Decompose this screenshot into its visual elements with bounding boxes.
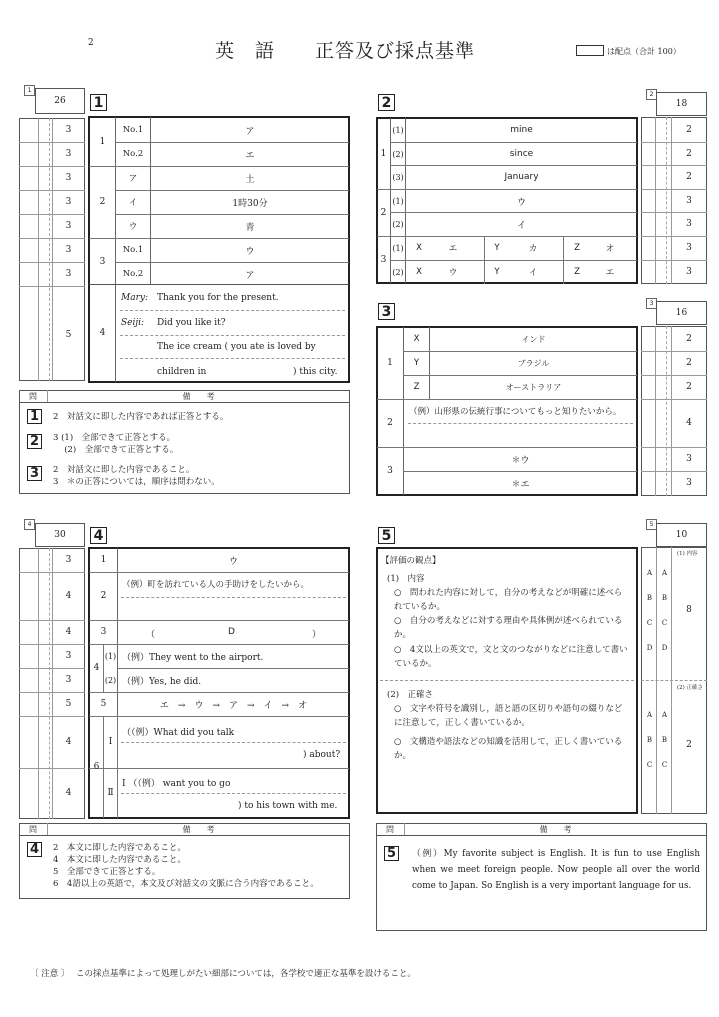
s1-q4-line4a: children in <box>157 367 207 377</box>
s1-q-label: 3 <box>99 257 106 267</box>
section-3-total: 16 <box>675 308 688 318</box>
section-5-total-box <box>656 523 707 547</box>
section-2-total-box <box>656 92 707 116</box>
s5-criterion-item: ○ 4文以上の英文で，文と文のつながりなどに注意して書いているか。 <box>394 645 628 669</box>
s4-q2-points: 4 <box>65 591 72 601</box>
legend-text: は配点（合計 100） <box>607 47 681 56</box>
s4-q4-points1: 3 <box>65 651 72 661</box>
s5-grade: B <box>646 594 653 602</box>
s2-subq: (1) <box>392 125 404 135</box>
section-2-small-label: 2 <box>646 89 657 100</box>
s5-grade: A <box>661 711 668 719</box>
s3-value: インド <box>521 334 546 344</box>
rule-line <box>408 423 633 424</box>
s3-q3-points-b: 3 <box>686 478 692 488</box>
section-1-badge: 1 <box>90 94 107 111</box>
section-2-badge: 2 <box>378 94 395 111</box>
rule-line <box>89 716 349 717</box>
s5-criterion-item: ○ 文字や符号を識別し，語と語の区切りや語句の綴りなどに注意して，正しく書いているか。 <box>394 704 623 728</box>
s4-q3-close: ） <box>312 630 322 640</box>
rule-line <box>121 742 346 743</box>
notes-2-head-b: 備 考 <box>182 824 215 834</box>
s2-q3-z: Z <box>574 267 580 277</box>
s4-q6-pointsII: 4 <box>65 788 72 798</box>
notes-1-line-2a: 3 (1) 全部できて正答とする。 <box>53 433 176 443</box>
s3-points: 2 <box>686 334 692 344</box>
s2-points: 2 <box>686 149 692 159</box>
s5-criteria-1: (1) 内容 <box>387 574 425 584</box>
s4-q6-I-line1: （（例）What did you talk <box>122 728 235 738</box>
s4-q6-II-line2: ) to his town with me. <box>238 801 338 811</box>
section-4-small-label: 4 <box>24 519 35 530</box>
notes-1-line-3a: 2 対話文に即した内容であること。 <box>53 465 195 475</box>
s3-value: オーストラリア <box>505 382 562 392</box>
s5-grade: C <box>661 619 668 627</box>
section-5-total: 10 <box>675 530 688 540</box>
s2-q3-xa: ウ <box>448 268 458 278</box>
section-1-total: 26 <box>54 96 66 106</box>
s3-q2-label: 2 <box>387 418 393 428</box>
notes-2-line: 4 本文に即した内容であること。 <box>53 855 186 865</box>
s1-points: 3 <box>65 149 72 159</box>
notes-2-line: 6 4語以上の英語で，本文及び対話文の文脈に合う内容であること。 <box>53 879 319 889</box>
s1-q4-points: 5 <box>65 330 72 340</box>
section-3-total-box <box>656 301 707 325</box>
s2-q3-x: X <box>416 243 422 253</box>
s2-subq: (1) <box>392 196 404 206</box>
s4-q1-answer: ウ <box>228 556 238 567</box>
section-5-small-label: 5 <box>646 519 657 530</box>
s1-points: 3 <box>65 173 72 183</box>
s5-pts-1: 8 <box>686 605 692 615</box>
s2-q3-xa: エ <box>448 244 458 254</box>
s2-q3-points: 3 <box>686 243 692 253</box>
rule-line <box>130 768 349 769</box>
s5-grade: D <box>661 644 668 652</box>
legend-box <box>576 45 604 56</box>
s4-q3-open: （ <box>146 630 156 640</box>
s4-q1-points: 3 <box>65 555 72 565</box>
rule-line <box>89 572 349 573</box>
footer-label: 〔 注意 〕 <box>30 969 70 979</box>
s3-q1-label: 1 <box>387 358 393 368</box>
s2-q3-ya: イ <box>528 268 538 278</box>
section-2-total: 18 <box>675 99 688 109</box>
s2-points: 3 <box>686 219 692 229</box>
s2-q-label: 2 <box>380 207 387 218</box>
s1-points: 3 <box>65 221 72 231</box>
s4-q6-label: 6 <box>93 762 100 772</box>
rule-line <box>563 236 564 260</box>
s1-q4-line3: The ice cream ( you ate is loved by <box>157 342 316 352</box>
rule-line <box>390 260 637 261</box>
s1-q4-speaker2: Seiji: <box>121 318 145 328</box>
notes-3-text: （例）My favorite subject is English. It is fun to use English when we meet foreign people. Now people all over the world come to Japan. So English is a very important language for us. <box>412 849 700 891</box>
s2-q3-za: オ <box>605 244 615 254</box>
s2-points: 3 <box>686 196 692 206</box>
page-title: 英 語 正答及び採点基準 <box>215 40 476 62</box>
notes-1-line-2b: (2) 全部できて正答とする。 <box>53 445 179 455</box>
s4-q5-answer: エ → ウ → ア → イ → オ <box>159 700 308 711</box>
s3-q2-points: 4 <box>686 418 692 428</box>
s2-answer: January <box>504 172 539 182</box>
s4-q1-label: 1 <box>100 555 107 565</box>
s4-q2-label: 2 <box>100 591 107 601</box>
rule-line <box>117 716 118 818</box>
s4-q5-points: 5 <box>65 699 72 709</box>
s2-q-label: 1 <box>380 148 387 159</box>
s3-q3-points-a: 3 <box>686 454 692 464</box>
s1-q4-label: 4 <box>99 328 106 338</box>
s2-q3-points: 3 <box>686 267 692 277</box>
notes-2-line: 2 本文に即した内容であること。 <box>53 843 186 853</box>
section-4-total-box <box>35 523 85 547</box>
s4-q3-points: 4 <box>65 627 72 637</box>
s1-answer: ア <box>245 126 255 137</box>
notes-1-head-b: 備 考 <box>182 391 215 401</box>
section-3-small-label: 3 <box>646 298 657 309</box>
notes-1-badge-3: 3 <box>27 466 42 481</box>
s2-q3-sub: (2) <box>392 267 404 277</box>
s2-q3-label: 3 <box>380 254 387 265</box>
s1-subq: ア <box>128 174 138 184</box>
s1-answer: ウ <box>245 246 255 257</box>
s3-q3-answer-b: ＊エ <box>511 479 530 490</box>
s1-q-label: 2 <box>99 197 106 207</box>
s2-answer: ウ <box>516 197 526 208</box>
s4-q5-label: 5 <box>100 699 107 709</box>
section-4-total: 30 <box>54 530 66 540</box>
s4-q3-answer: D <box>228 627 235 637</box>
notes-1-head-q: 問 <box>29 391 37 401</box>
s1-q4-line1: Thank you for the present. <box>157 293 279 303</box>
notes-3-head-q: 問 <box>386 824 394 834</box>
s5-grade: C <box>646 619 653 627</box>
s5-criterion-item: ○ 問われた内容に対して，自分の考えなどが明確に述べられているか。 <box>394 588 623 612</box>
s4-q6-subI: Ⅰ <box>108 737 113 747</box>
s3-q3-label: 3 <box>387 466 393 476</box>
s5-score-label-1: (1) 内容 <box>677 551 698 557</box>
s5-pts-2: 2 <box>686 740 692 750</box>
s1-answer: 青 <box>245 222 255 233</box>
s2-answer: mine <box>510 125 533 135</box>
notes-1-badge-1: 1 <box>27 409 42 424</box>
s1-subq: イ <box>128 198 138 208</box>
s3-q2-answer: （例）山形県の伝統行事についてもっと知りたいから。 <box>409 407 622 417</box>
s4-q6-pointsI: 4 <box>65 737 72 747</box>
s2-q3-y: Y <box>494 267 500 277</box>
s4-q4-label: 4 <box>93 663 100 673</box>
s5-score-label-2: (2) 正確さ <box>677 685 704 691</box>
s5-grade: B <box>661 736 668 744</box>
s2-subq: (2) <box>392 219 404 229</box>
s5-grade: A <box>646 569 653 577</box>
s3-key: Z <box>413 382 420 392</box>
s2-q3-y: Y <box>494 243 500 253</box>
notes-3-head-b: 備 考 <box>539 824 572 834</box>
rule-line <box>377 399 637 400</box>
s2-q3-ya: カ <box>528 244 538 254</box>
s5-grade: A <box>661 569 668 577</box>
section-3-badge: 3 <box>378 303 395 320</box>
s1-subq: No.2 <box>122 269 144 279</box>
s5-grade: C <box>661 761 668 769</box>
s5-grade: D <box>646 644 653 652</box>
notes-1-badge-2: 2 <box>27 434 42 449</box>
s5-grade: B <box>646 736 653 744</box>
s2-q3-sub: (1) <box>392 243 404 253</box>
notes-2-badge: 4 <box>27 842 42 857</box>
s1-q-label: 1 <box>99 137 106 147</box>
s1-answer: 土 <box>245 174 255 185</box>
section-5-badge: 5 <box>378 527 395 544</box>
s3-points: 2 <box>686 358 692 368</box>
s4-q6-II-line1: I （（例） want you to go <box>122 779 231 789</box>
s5-heading: 【評価の観点】 <box>381 556 441 566</box>
s2-q3-z: Z <box>574 243 580 253</box>
rule-line <box>484 236 485 260</box>
rule-line <box>484 260 485 284</box>
s4-q4-answer2: （例）Yes, he did. <box>122 676 202 687</box>
s1-answer: 1時30分 <box>232 198 268 209</box>
rule-line <box>121 597 346 598</box>
s4-q2-answer: （例）町を訪れている人の手助けをしたいから。 <box>122 580 310 590</box>
s2-q3-x: X <box>416 267 422 277</box>
s5-grade: A <box>646 711 653 719</box>
s1-points: 3 <box>65 245 72 255</box>
s4-q4-points2: 3 <box>65 675 72 685</box>
rule-line <box>121 793 346 794</box>
footer-text: この採点基準によって処理しがたい細部については，各学校で適正な基準を設けること。 <box>76 969 416 979</box>
s1-answer: エ <box>245 150 255 161</box>
s4-q4-answer1: （例）They went to the airport. <box>122 652 264 663</box>
s1-q4-speaker1: Mary: <box>121 293 148 303</box>
s5-criterion-item: ○ 文構造や語法などの知識を活用して，正しく書いているか。 <box>394 737 623 761</box>
s5-grade: B <box>661 594 668 602</box>
notes-2-line: 5 全部できて正答とする。 <box>53 867 161 877</box>
notes-2-head-q: 問 <box>29 824 37 834</box>
s1-answer: ア <box>245 270 255 281</box>
page-number: 2 <box>88 38 94 48</box>
notes-3-badge: 5 <box>384 846 399 861</box>
s2-answer: since <box>509 149 534 159</box>
s1-q4-line2: Did you like it? <box>157 318 226 328</box>
notes-1-line-3b: 3 ＊の正答については，順序は問わない。 <box>53 477 220 487</box>
notes-1-line-1: 2 対話文に即した内容であれば正答とする。 <box>53 412 229 422</box>
s2-points: 2 <box>686 125 692 135</box>
s1-points: 3 <box>65 197 72 207</box>
s4-q4-sub2: (2) <box>104 675 117 685</box>
s2-q3-za: エ <box>605 268 615 278</box>
rule-line <box>563 260 564 284</box>
s2-points: 2 <box>686 172 692 182</box>
s3-points: 2 <box>686 382 692 392</box>
s2-subq: (3) <box>392 172 404 182</box>
rule-line <box>89 620 349 621</box>
s3-q3-answer-a: ＊ウ <box>511 455 530 466</box>
s1-subq: No.1 <box>122 245 144 255</box>
s2-subq: (2) <box>392 149 404 159</box>
s4-q6-I-line2: ) about? <box>303 750 341 760</box>
s1-subq: No.1 <box>122 125 144 135</box>
section-4-badge: 4 <box>90 527 107 544</box>
s5-grade: C <box>646 761 653 769</box>
section-1-small-label: 1 <box>24 85 35 96</box>
s1-q4-line4b: ) this city. <box>293 367 338 377</box>
s4-q3-label: 3 <box>100 627 107 637</box>
s1-subq: ウ <box>128 222 138 232</box>
section-1-total-box <box>35 88 85 114</box>
s3-key: Y <box>413 358 420 368</box>
s5-criteria-2: (2) 正確さ <box>387 690 434 700</box>
s5-criterion-item: ○ 自分の考えなどに対する理由や具体例が述べられているか。 <box>394 616 623 640</box>
s4-q6-subII: Ⅱ <box>107 788 114 798</box>
s2-answer: イ <box>516 220 526 231</box>
s3-key: X <box>413 334 420 344</box>
s1-points: 3 <box>65 125 72 135</box>
s1-subq: No.2 <box>122 149 144 159</box>
s3-value: ブラジル <box>517 358 550 368</box>
s4-q4-sub1: (1) <box>104 651 117 661</box>
s1-points: 3 <box>65 269 72 279</box>
